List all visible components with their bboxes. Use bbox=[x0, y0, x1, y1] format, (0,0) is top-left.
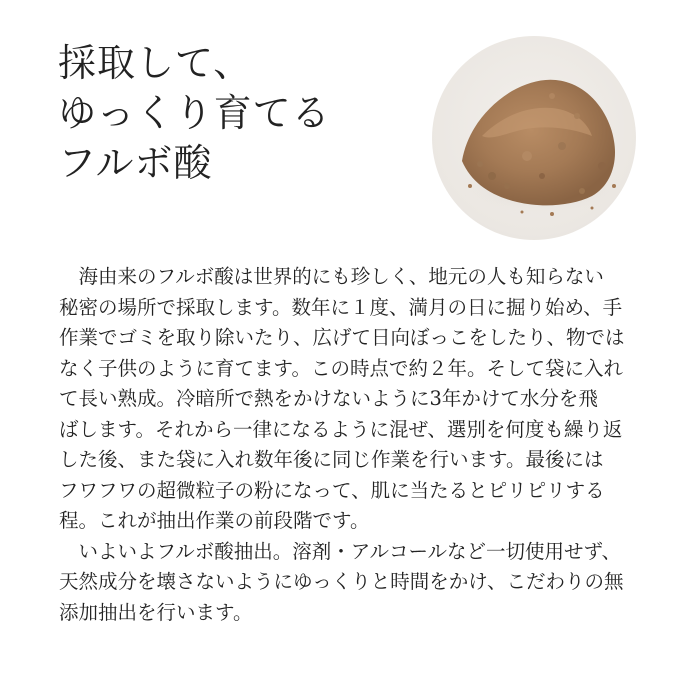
body-line-12: 添加抽出を行います。 bbox=[59, 600, 253, 624]
body-line-3: 作業でゴミを取り除いたり、広げて日向ぼっこをしたり、物では bbox=[59, 326, 625, 349]
powder-pile-illustration bbox=[432, 36, 636, 240]
body-line-9: 程。これが抽出作業の前段階です。 bbox=[59, 509, 370, 532]
body-line-7: した後、また袋に入れ数年後に同じ作業を行います。最後には bbox=[59, 448, 604, 471]
body-line-10: いよいよフルボ酸抽出。溶剤・アルコールなど一切使用せず、 bbox=[59, 539, 621, 563]
heading bbox=[58, 38, 388, 188]
heading-line-2: ゆっくり育てる bbox=[58, 91, 331, 135]
body-line-8: フワフワの超微粒子の粉になって、肌に当たるとピリピリする bbox=[59, 478, 605, 502]
body-line-5: て長い熟成。冷暗所で熱をかけないように3年かけて水分を飛 bbox=[59, 387, 598, 410]
heading-line-3: フルボ酸 bbox=[58, 141, 213, 185]
body-line-6: ばします。それから一律になるように混ぜ、選別を何度も繰り返 bbox=[59, 417, 623, 441]
body-text bbox=[59, 262, 659, 628]
body-line-2: 秘密の場所で採取します。数年に１度、満月の日に掘り始め、手 bbox=[59, 295, 623, 319]
powder-photo bbox=[432, 36, 636, 240]
body-line-11: 天然成分を壊さないようにゆっくりと時間をかけ、こだわりの無 bbox=[59, 570, 624, 593]
body-line-1: 海由来のフルボ酸は世界的にも珍しく、地元の人も知らない bbox=[59, 265, 604, 288]
heading-line-1: 採取して、 bbox=[58, 41, 253, 85]
body-line-4: なく子供のように育てます。この時点で約２年。そして袋に入れ bbox=[59, 356, 623, 380]
